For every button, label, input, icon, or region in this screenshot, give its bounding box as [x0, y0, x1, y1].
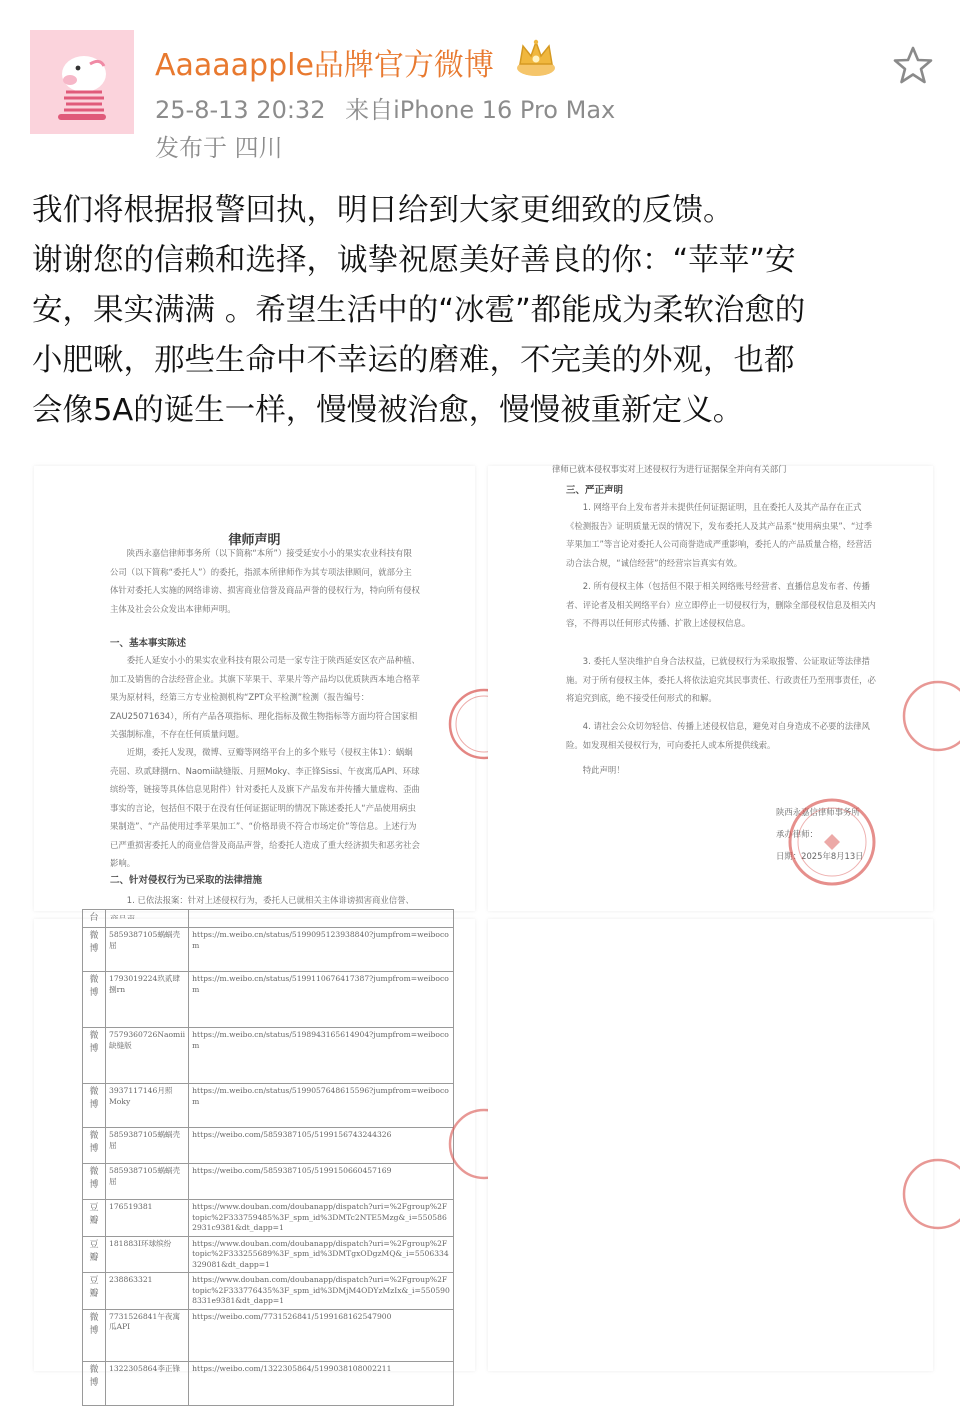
table-cell-account: 5859387105蜗蜗壳屈 — [106, 1128, 189, 1164]
doc-paragraph: 1. 已依法报案：针对上述侵权行为，委托人已就相关主体诽谤损害商业信誉、 — [126, 895, 414, 905]
table-cell-platform: 豆瓣 — [83, 1200, 106, 1237]
table-cell-account: 7579360726Naomii缺缝版 — [106, 1028, 189, 1084]
table-row — [83, 972, 454, 1028]
table-cell-link: https://m.weibo.cn/status/5199095123938840?jumpfrom=weibocom — [189, 928, 454, 972]
post-meta — [155, 90, 615, 125]
doc-paragraph: 4. 请社会公众切勿轻信、传播上述侵权信息，避免对自身造成不必要的法律风险。如发现相关侵权行为，可向委托人或本所提供线索。 — [566, 721, 870, 750]
crown-icon — [514, 38, 558, 78]
table-row — [83, 1028, 454, 1084]
doc-paragraph: 近期，委托人发现，微博、豆瓣等网络平台上的多个账号（侵权主体1）：蜗蜗壳屈、玖贰肆捌rn、Naomii缺缝版、月照Moky、李正锋Sissi、午夜寓瓜API、环球缤纷等，链接等具体信息见附件）针对委托人及旗下产品发布并传播大量虚构、歪曲事实的言论，包括但不限于在没有任何证据证明的情况下陈述委托人“产品使用病虫果制造”、“产品使用过季苹果加工”、“价格昂贵不符合市场定价”等信息。上述行为已严重损害委托人的商业信誉及商品声誉，给委托人造成了重大经济损失和恶劣社会影响。 — [110, 747, 420, 868]
doc-section-heading: 三、严正声明 — [566, 485, 624, 496]
table-cell-account: 1322305864李正锋 — [106, 1361, 189, 1405]
post-line: 我们将根据报警回执，明日给到大家更细致的反馈。 — [32, 193, 734, 228]
table-cell-link: https://m.weibo.cn/status/5199057648615596?jumpfrom=weibocom — [189, 1084, 454, 1128]
doc-paragraph: 1. 网络平台上发布者并未提供任何证据证明，且在委托人及其产品存在正式《检测报告》证明质量无误的情况下，发布委托人及其产品系“使用病虫果”、“过季苹果加工”等言论对委托人公司商誉造成严重影响，委托人的产品质量合格，经营活动合法合规，“诚信经营”的经营宗旨真实有效。 — [566, 502, 873, 568]
attachment-table-image[interactable] — [34, 913, 475, 1388]
table-cell-link: https://www.douban.com/doubanapp/dispatch?uri=%2Fgroup%2Ftopic%2F333776435%3F_spm_id%3DMjM4ODYzMzIx&_i=5505908331e9381&dt_dapp=1 — [189, 1273, 454, 1310]
username[interactable]: Aaaaapple品牌官方微博 — [155, 48, 494, 83]
table-cell-link: https://weibo.com/1322305864/5199038108002211 — [189, 1361, 454, 1405]
table-row — [83, 1236, 454, 1273]
table-cell-link: https://www.douban.com/doubanapp/dispatch?uri=%2Fgroup%2Ftopic%2F333255689%3F_spm_id%3DMTgxODgzMQ&_i=5506334329081&dt_dapp=1 — [189, 1236, 454, 1273]
law-firm-name: 陕西永嘉信律师事务所 — [776, 807, 860, 817]
table-cell-platform: 微博 — [83, 1361, 106, 1405]
seal-stamp-icon — [446, 684, 486, 764]
doc-closing: 特此声明！ — [582, 765, 625, 775]
table-row — [83, 928, 454, 972]
blank-page-image[interactable] — [488, 919, 933, 1371]
doc-section-heading: 二、针对侵权行为已采取的法律措施 — [110, 875, 263, 886]
post-line: 小肥啾，那些生命中不幸运的磨难，不完美的外观，也都 — [32, 343, 795, 378]
post-line: 谢谢您的信赖和选择，诚挚祝愿美好善良的你：“苹苹”安 — [32, 243, 796, 278]
table-row — [83, 1309, 454, 1361]
table-cell-platform: 微博 — [83, 1084, 106, 1128]
seal-stamp-icon — [784, 794, 880, 890]
table-cell-account: 3937117146月照Moky — [106, 1084, 189, 1128]
seal-stamp-icon — [896, 1149, 936, 1239]
doc-title: 律师声明 — [228, 533, 281, 548]
doc-paragraph: 委托人延安小小的果实农业科技有限公司是一家专注于陕西延安区农产品种植、加工及销售的合法经营企业。其旗下苹果干、苹果片等产品均以优质陕西本地合格苹果为原材料，经第三方专业检测机构“ZPT众平检测”检测（报告编号：ZAU25071634），所有产品各项指标、理化指标及微生物指标等方面均符合国家相关强制标准，不存在任何质量问题。 — [110, 655, 420, 739]
doc-paragraph: 3. 委托人坚决维护自身合法权益，已就侵权行为采取报警、公证取证等法律措施。对于所有侵权主体，委托人将依法追究其民事责任、行政责任乃至刑事责任，必将追究到底，绝不接受任何形式的和解。 — [566, 656, 876, 703]
table-cell-platform: 豆瓣 — [83, 1236, 106, 1273]
table-cell-link: https://weibo.com/5859387105/5199156743244326 — [189, 1128, 454, 1164]
table-row — [83, 1084, 454, 1128]
table-cell-account: 7731526841午夜寓瓜API — [106, 1309, 189, 1361]
table-cell-account: 5859387105蜗蜗壳屈 — [106, 928, 189, 972]
post-timestamp: 25-8-13 20:32 — [155, 96, 326, 124]
doc-paragraph: 2. 所有侵权主体（包括但不限于相关网络账号经营者、直播信息发布者、传播者、评论者及相关网络平台）应立即停止一切侵权行为，删除全部侵权信息及相关内容，不得再以任何形式传播、扩散上述侵权信息。 — [566, 581, 876, 628]
post-line: 会像5A的诞生一样，慢慢被治愈，慢慢被重新定义。 — [32, 393, 744, 428]
table-cell-account: 176519381 — [106, 1200, 189, 1237]
table-cell-account: 181883I环球缤纷 — [106, 1236, 189, 1273]
table-cell-platform: 微博 — [83, 1028, 106, 1084]
infringement-links-table — [82, 909, 454, 1406]
table-row — [83, 1128, 454, 1164]
table-row — [83, 1273, 454, 1310]
table-cell-platform: 台 — [83, 910, 106, 928]
post-source: 来自iPhone 16 Pro Max — [345, 96, 616, 124]
table-cell-link: https://weibo.com/7731526841/5199168162547900 — [189, 1309, 454, 1361]
doc-cut-text: 律师已就本侵权事实对上述侵权行为进行证据保全并向有关部门 — [552, 464, 787, 474]
doc-section-heading: 一、基本事实陈述 — [110, 638, 187, 649]
table-cell-link: https://m.weibo.cn/status/5198943165614904?jumpfrom=weibocom — [189, 1028, 454, 1084]
table-cell-account: 238863321 — [106, 1273, 189, 1310]
lawyer-signature: 承办律师： — [776, 829, 818, 839]
post-location: 发布于 四川 — [155, 134, 283, 162]
table-cell-platform: 微博 — [83, 1128, 106, 1164]
table-cell-account: 1793019224玖贰肆捌rn — [106, 972, 189, 1028]
table-row — [83, 1361, 454, 1405]
post-text — [32, 186, 932, 436]
doc-intro: 陕西永嘉信律师事务所（以下简称“本所”）接受延安小小的果实农业科技有限公司（以下简称“委托人”）的委托，指派本所律师作为其专项法律顾问，就部分主体针对委托人实施的网络诽谤、损害商业信誉及商品声誉的侵权行为，特向所有侵权主体及社会公众发出本律师声明。 — [110, 548, 420, 614]
lawyer-statement-image-2[interactable] — [488, 466, 933, 911]
table-cell-platform: 微博 — [83, 1309, 106, 1361]
table-row — [83, 1200, 454, 1237]
table-cell-platform: 微博 — [83, 928, 106, 972]
statement-date: 日期：2025年8月13日 — [776, 851, 864, 861]
table-cell-link — [189, 910, 454, 928]
table-cell-account — [106, 910, 189, 928]
lawyer-statement-image-1[interactable] — [34, 466, 475, 911]
seal-stamp-icon — [898, 676, 938, 756]
star-icon[interactable] — [892, 44, 934, 86]
bird-on-spring-avatar-icon — [30, 30, 134, 134]
table-cell-platform: 微博 — [83, 972, 106, 1028]
avatar[interactable] — [30, 30, 134, 134]
table-row — [83, 910, 454, 928]
table-cell-account: 5859387105蜗蜗壳屈 — [106, 1164, 189, 1200]
table-cell-link: https://m.weibo.cn/status/5199110676417387?jumpfrom=weibocom — [189, 972, 454, 1028]
post-line: 安，果实满满 。希望生活中的“冰雹”都能成为柔软治愈的 — [32, 293, 806, 328]
table-cell-link: https://www.douban.com/doubanapp/dispatch?uri=%2Fgroup%2Ftopic%2F333759485%3F_spm_id%3DMTc2NTE5Mzg&_i=5505862931c9381&dt_dapp=1 — [189, 1200, 454, 1237]
table-row — [83, 1164, 454, 1200]
table-cell-platform: 豆瓣 — [83, 1273, 106, 1310]
table-cell-link: https://weibo.com/5859387105/5199150660457169 — [189, 1164, 454, 1200]
table-cell-platform: 微博 — [83, 1164, 106, 1200]
seal-stamp-icon — [448, 1099, 478, 1189]
